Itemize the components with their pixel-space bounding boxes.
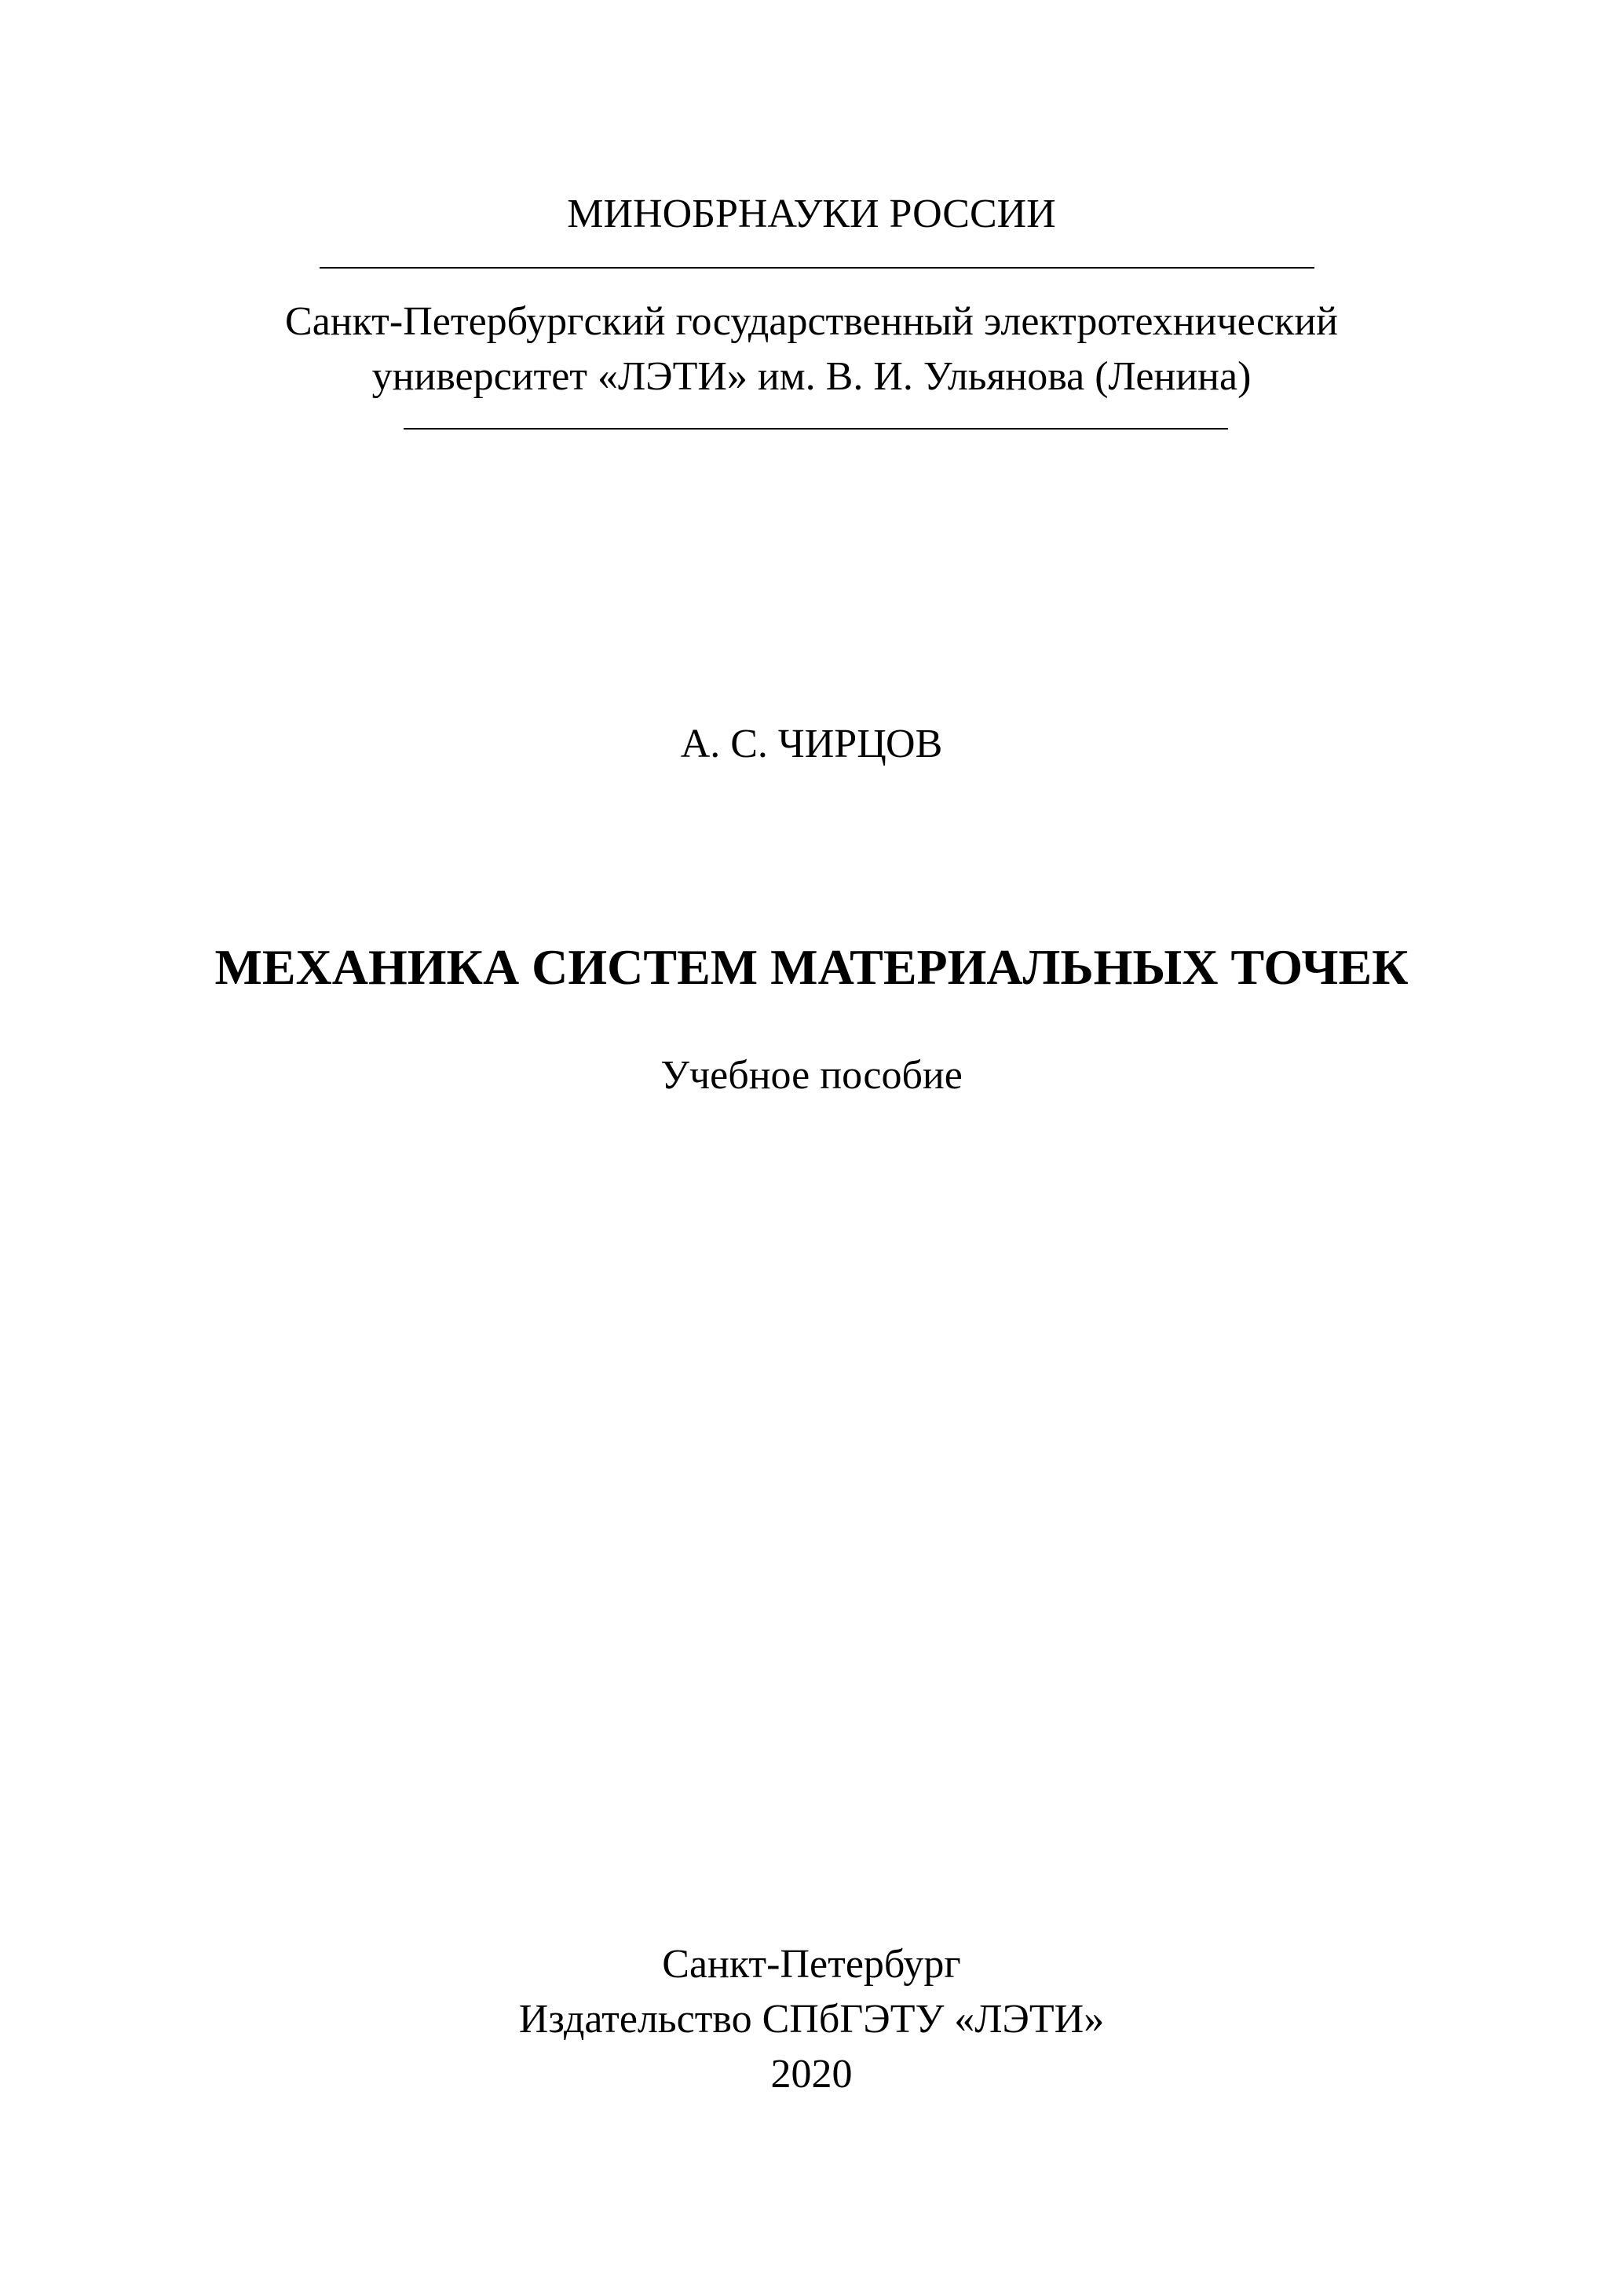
imprint-publisher: Издательство СПбГЭТУ «ЛЭТИ» (518, 1997, 1105, 2042)
header-divider-top (320, 267, 1314, 269)
university-name-line-1: Санкт-Петербургский государственный электротехнический (285, 299, 1338, 344)
author-name: А. С. ЧИРЦОВ (680, 722, 943, 766)
book-subtitle: Учебное пособие (660, 1053, 963, 1098)
header-divider-bottom (404, 428, 1228, 430)
university-name-line-2: университет «ЛЭТИ» им. В. И. Ульянова (Ленина) (371, 354, 1252, 399)
imprint-city: Санкт-Петербург (662, 1942, 961, 1987)
ministry-name: МИНОБРНАУКИ РОССИИ (567, 192, 1056, 236)
book-title: МЕХАНИКА СИСТЕМ МАТЕРИАЛЬНЫХ ТОЧЕК (214, 939, 1409, 995)
imprint-year: 2020 (770, 2052, 853, 2097)
